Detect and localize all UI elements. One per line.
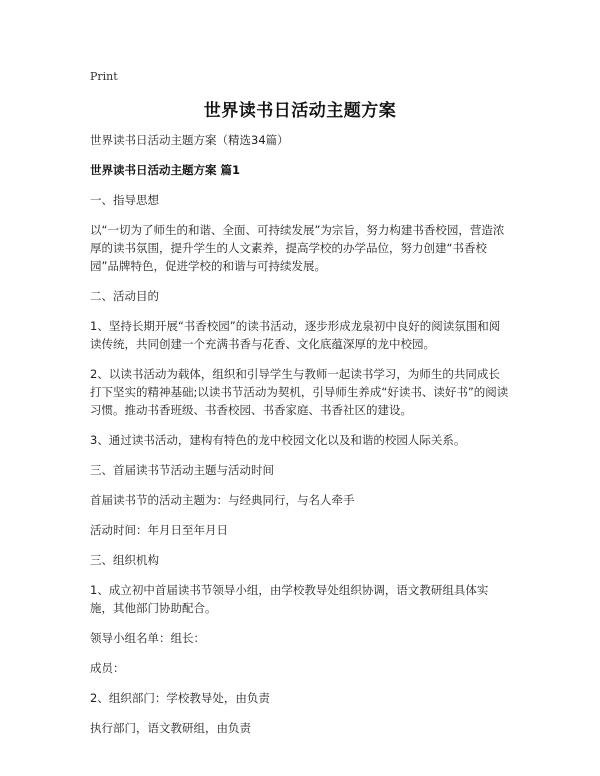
- paragraph-purpose-1: 1、坚持长期开展“书香校园”的读书活动，逐步形成龙泉初中良好的阅读氛围和阅读传统，共同创建一个充满书香与花香、文化底蕴深厚的龙中校园。: [90, 319, 501, 351]
- heading-guiding-ideology: 一、指导思想: [90, 193, 159, 207]
- doc-subtitle: 世界读书日活动主题方案（精选34篇）: [90, 133, 289, 147]
- paragraph-guiding-ideology: 以“一切为了师生的和谐、全面、可持续发展”为宗旨，努力构建书香校园，营造浓厚的读书氛围，提升学生的人文素养，提高学校的办学品位，努力创建“书香校园”品牌特色，促进学校的和谐与可持续发展。: [90, 223, 505, 273]
- paragraph-members: 成员：: [90, 661, 125, 675]
- paragraph-leader-list: 领导小组名单：组长：: [90, 631, 205, 645]
- print-link[interactable]: Print: [90, 70, 118, 83]
- paragraph-theme: 首届读书节的活动主题为：与经典同行，与名人牵手: [90, 493, 355, 507]
- document-body: [90, 131, 510, 749]
- paragraph-purpose-2: 2、以读书活动为载体，组织和引导学生与教师一起读书学习，为师生的共同成长打下坚实的精神基础;以读书节活动为契机，引导师生养成“好读书、读好书”的阅读习惯。推动书香班级、书香校园、书香家庭、书香社区的建设。: [90, 367, 509, 417]
- document-title: 世界读书日活动主题方案: [203, 101, 397, 121]
- heading-organization: 三、组织机构: [90, 553, 159, 567]
- paragraph-executive-dept: 执行部门，语文教研组，由负责: [90, 721, 251, 735]
- paragraph-organization-2: 2、组织部门：学校教导处，由负责: [90, 691, 270, 705]
- heading-theme-and-time: 三、首届读书节活动主题与活动时间: [90, 463, 274, 477]
- paragraph-time: 活动时间：年月日至年月日: [90, 523, 228, 537]
- section-heading: 世界读书日活动主题方案 篇1: [90, 163, 241, 177]
- heading-activity-purpose: 二、活动目的: [90, 289, 159, 303]
- paragraph-organization-1: 1、成立初中首届读书节领导小组，由学校教导处组织协调，语文教研组具体实施，其他部门协助配合。: [90, 583, 489, 615]
- paragraph-purpose-3: 3、通过读书活动，建构有特色的龙中校园文化以及和谐的校园人际关系。: [90, 433, 466, 447]
